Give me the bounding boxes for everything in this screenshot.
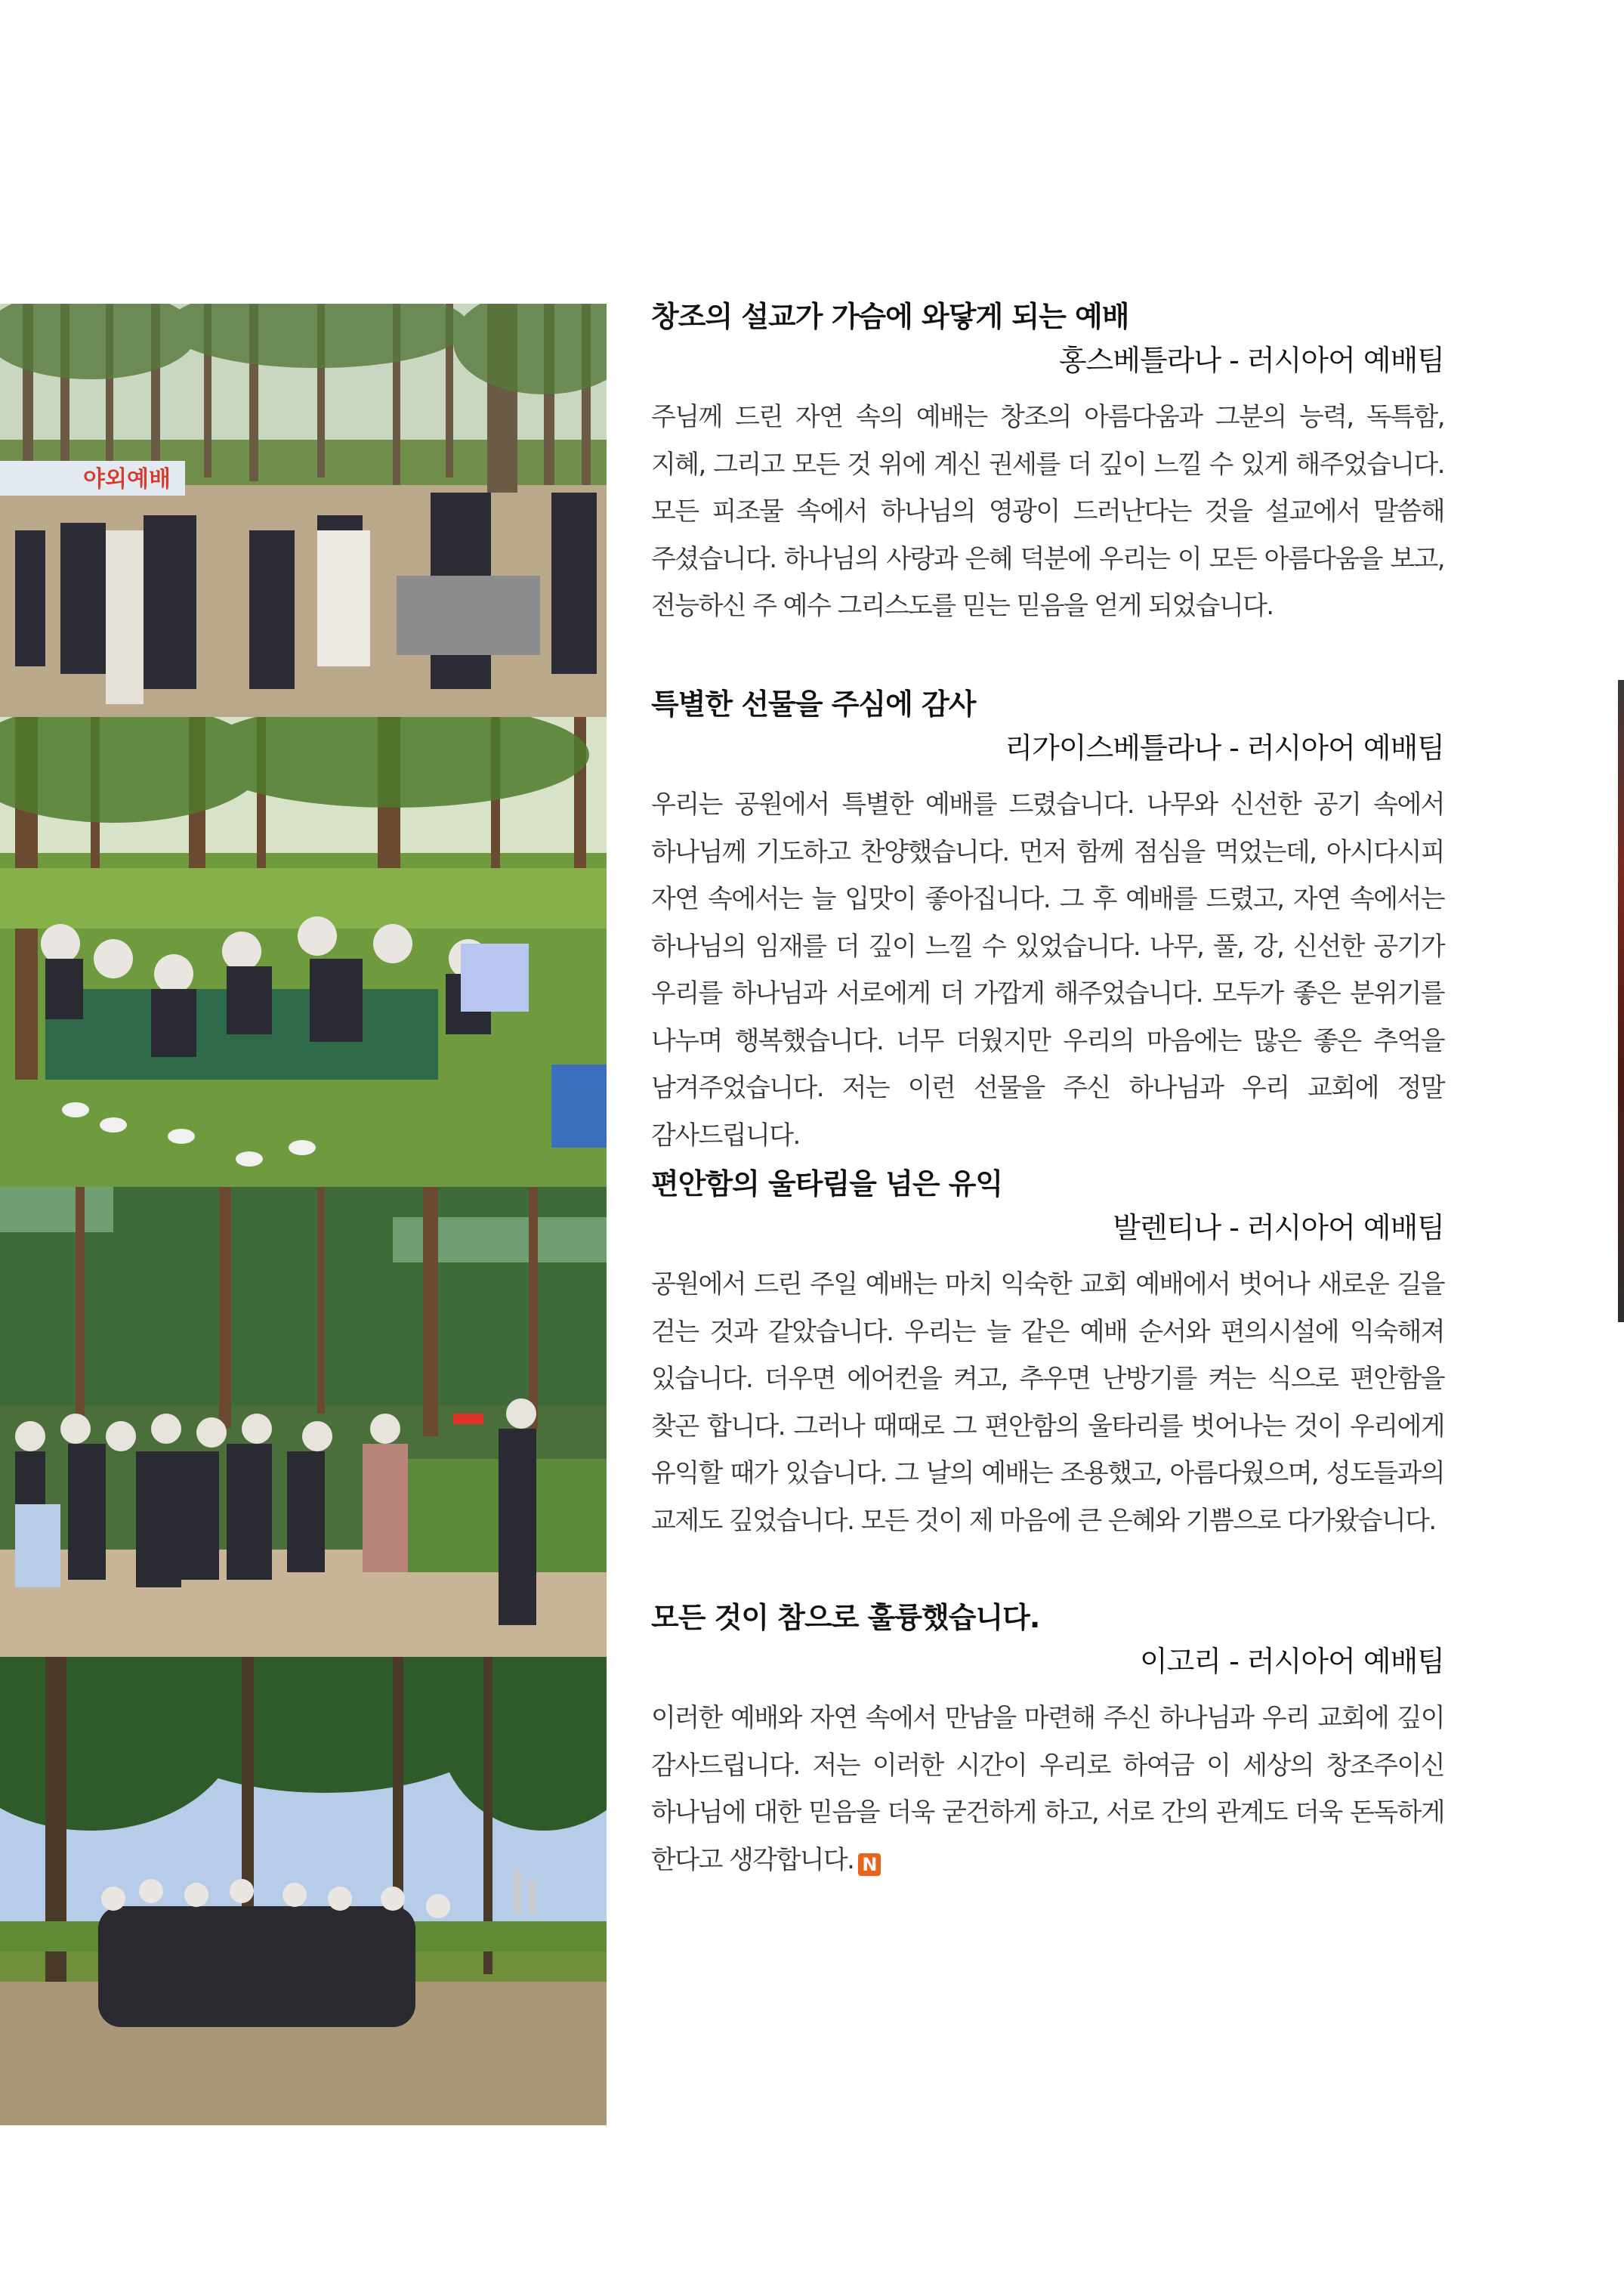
article-title: 창조의 설교가 가슴에 와닿게 되는 예배: [651, 300, 1129, 333]
testimony-article: [651, 1598, 1444, 1884]
picnic-photo: [0, 717, 607, 1187]
article-body: 우리는 공원에서 특별한 예배를 드렸습니다. 나무와 신선한 공기 속에서 하나님께 기도하고 찬양했습니다. 먼저 함께 점심을 먹었는데, 아시다시피 자연 속에서는 늘 입맛이 좋아집니다. 그 후 예배를 드렸고, 자연 속에서는 하나님의 임재를 더 깊이 느낄 수 있었습니다. 나무, 풀, 강, 신선한 공기가 우리를 하나님과 서로에게 더 가깝게 해주었습니다. 모두가 좋은 분위기를 나누며 행복했습니다. 너무 더웠지만 우리의 마음에는 많은 좋은 추억을 남겨주었습니다. 저는 이런 선물을 주신 하나님과 우리 교회에 정말 감사드립니다.: [651, 790, 1444, 1151]
group-pose-photo: [0, 1657, 607, 2125]
end-mark-icon: N: [858, 1853, 881, 1876]
worship-photo: [0, 304, 607, 717]
article-body: 이러한 예배와 자연 속에서 만남을 마련해 주신 하나님과 우리 교회에 깊이 감사드립니다. 저는 이러한 시간이 우리로 하여금 이 세상의 창조주이신 하나님에 대한 믿음을 더욱 굳건하게 하고, 서로 간의 관계도 더욱 돈독하게 한다고 생각합니다.: [651, 1703, 1444, 1875]
article-body: 주님께 드린 자연 속의 예배는 창조의 아름다움과 그분의 능력, 독특함, 지혜, 그리고 모든 것 위에 계신 권세를 더 깊이 느낄 수 있게 해주었습니다. 모든 피조물 속에서 하나님의 영광이 드러난다는 것을 설교에서 말씀해 주셨습니다. 하나님의 사랑과 은혜 덕분에 우리는 이 모든 아름다움을 보고, 전능하신 주 예수 그리스도를 믿는 믿음을 얻게 되었습니다.: [651, 402, 1444, 621]
article-byline: 발렌티나 - 러시아어 예배팀: [1113, 1211, 1444, 1244]
article-body-wrap: [651, 1695, 1444, 1884]
testimony-article: [651, 685, 1444, 1159]
article-byline: 이고리 - 러시아어 예배팀: [1139, 1645, 1444, 1678]
article-byline: 홍스베틀라나 - 러시아어 예배팀: [1058, 344, 1444, 377]
article-title: 편안함의 울타림을 넘은 유익: [651, 1167, 1003, 1201]
page-edge-strip: [1618, 680, 1624, 1322]
testimony-article: [651, 297, 1444, 630]
testimony-article: [651, 1164, 1444, 1544]
article-byline: 리가이스베틀라나 - 러시아어 예배팀: [1005, 731, 1444, 765]
article-title: 모든 것이 참으로 훌륭했습니다.: [651, 1601, 1040, 1634]
article-title: 특별한 선물을 주심에 감사: [651, 688, 976, 721]
group-photo: [0, 1187, 607, 1657]
banner-text: 야외예배: [83, 466, 171, 493]
article-body: 공원에서 드린 주일 예배는 마치 익숙한 교회 예배에서 벗어나 새로운 길을 걷는 것과 같았습니다. 우리는 늘 같은 예배 순서와 편의시설에 익숙해져 있습니다. 더우면 에어컨을 켜고, 추우면 난방기를 켜는 식으로 편안함을 찾곤 합니다. 그러나 때때로 그 편안함의 울타리를 벗어나는 것이 우리에게 유익할 때가 있습니다. 그 날의 예배는 조용했고, 아름다웠으며, 성도들과의 교제도 깊었습니다. 모든 것이 제 마음에 큰 은혜와 기쁨으로 다가왔습니다.: [651, 1269, 1444, 1536]
